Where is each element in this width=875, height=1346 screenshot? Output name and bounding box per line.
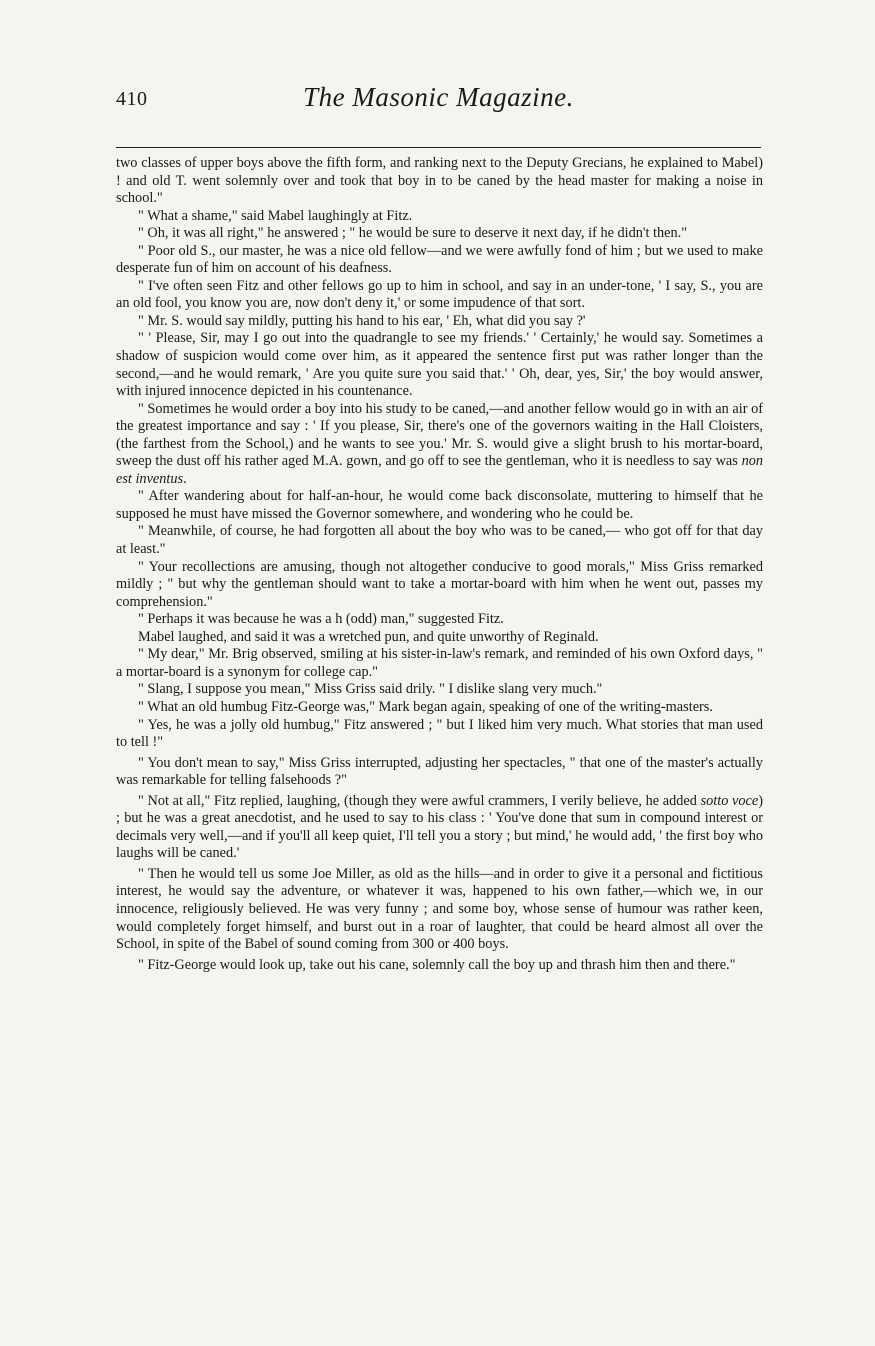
paragraph: Mabel laughed, and said it was a wretched pun, and quite unworthy of Reginald. (138, 628, 599, 645)
paragraph: " Slang, I suppose you mean," Miss Griss said drily. " I dislike slang very much." (138, 681, 603, 698)
italic-phrase: sotto voce (700, 792, 759, 809)
paragraph: " What a shame," said Mabel laughingly at Fitz. (138, 207, 413, 224)
paragraph: " Yes, he was a jolly old humbug," Fitz answered ; " but I liked him very much. What stories that man used to tell !" (116, 716, 763, 751)
paragraph-text: " Sometimes he would order a boy into his study to be caned,—and another fellow would go in with an air of the greatest importance and say : ' If you please, Sir, there's one of the governors waiting in the Hall Cloisters, (the farthest from the School,) and he wants to see you.' Mr. S. would give a slight brush to his mortar-board, sweep the dust off his rather aged M.A. gown, and go off to see the gentleman, who it is needless to say was (116, 400, 763, 470)
paragraph-end: . (183, 470, 187, 487)
paragraph: " After wandering about for half-an-hour, he would come back disconsolate, muttering to himself that he supposed he must have missed the Governor somewhere, and wondering who he could be. (116, 488, 763, 522)
article-body (116, 155, 763, 974)
paragraph-with-italic (116, 401, 763, 489)
paragraph: " I've often seen Fitz and other fellows go up to him in school, and say in an under-tone, ' I say, S., you are an old fool, you know you are, now don't deny it,' or some impudence of that sort. (116, 277, 763, 312)
paragraph: " Then he would tell us some Joe Miller, as old as the hills—and in order to give it a personal and fictitious interest, he would say the adventure, or whatever it was, happened to his own father,—which we, in our innocence, religiously believed. He was very funny ; and some boy, whose sense of humour was rather keen, would completely forget himself, and burst out in a roar of laughter, that could be heard almost all over the School, in spite of the Babel of sound coming from 300 or 400 boys. (116, 865, 763, 953)
paragraph: " Oh, it was all right," he answered ; " he would be sure to deserve it next day, if he didn't then." (138, 225, 688, 242)
running-head (116, 78, 761, 118)
paragraph: " Perhaps it was because he was a h (odd) man," suggested Fitz. (138, 611, 504, 628)
paragraph: " You don't mean to say," Miss Griss interrupted, adjusting her spectacles, " that one of the master's actually was remarkable for telling falsehoods ?" (116, 754, 763, 789)
paragraph: " My dear," Mr. Brig observed, smiling at his sister-in-law's remark, and reminded of his own Oxford days, " a mortar-board is a synonym for college cap." (116, 646, 763, 680)
paragraph: " Poor old S., our master, he was a nice old fellow—and we were awfully fond of him ; but we used to make desperate fun of him on account of his deafness. (116, 242, 763, 277)
magazine-title: The Masonic Magazine. (303, 82, 574, 112)
page-number: 410 (116, 88, 148, 110)
header-rule (116, 147, 761, 148)
italic-phrase: non est inventus (116, 453, 764, 487)
paragraph: " What an old humbug Fitz-George was," Mark began again, speaking of one of the writing-masters. (138, 698, 713, 715)
paragraph-with-italic (116, 793, 763, 863)
paragraph: " ' Please, Sir, may I go out into the quadrangle to see my friends.' ' Certainly,' he would say. Sometimes a shadow of suspicion would come over him, as it appeared the sentence first put was rather longer than the second,—and he would remark, ' Are you quite sure you said that.' ' Oh, dear, yes, Sir,' the boy would answer, with injured innocence depicted in his countenance. (116, 330, 763, 400)
paragraph: " Fitz-George would look up, take out his cane, solemnly call the boy up and thrash him then and there." (138, 956, 736, 973)
paragraph: two classes of upper boys above the fifth form, and ranking next to the Deputy Grecians, he explained to Mabel) ! and old T. went solemnly over and took that boy in to be caned by the head master for making a noise in school." (116, 155, 763, 207)
paragraph: " Your recollections are amusing, though not altogether conducive to good morals," Miss Griss remarked mildly ; " but why the gentleman should want to take a mortar-board with him when he went out, passes my comprehension." (116, 558, 763, 610)
paragraph-text-rest: ) ; but he was a great anecdotist, and he used to say to his class : ' You've done that sum in compound interest or decimals very well,—and if you'll all keep quiet, I'll tell you a story ; but mind,' he would add, ' the first boy who laughs will be caned.' (116, 792, 763, 862)
paragraph: " Mr. S. would say mildly, putting his hand to his ear, ' Eh, what did you say ?' (138, 312, 586, 329)
paragraph-text: " Not at all," Fitz replied, laughing, (though they were awful crammers, I verily believe, he added (138, 792, 697, 809)
paragraph: " Meanwhile, of course, he had forgotten all about the boy who was to be caned,— who got off for that day at least." (116, 523, 763, 558)
